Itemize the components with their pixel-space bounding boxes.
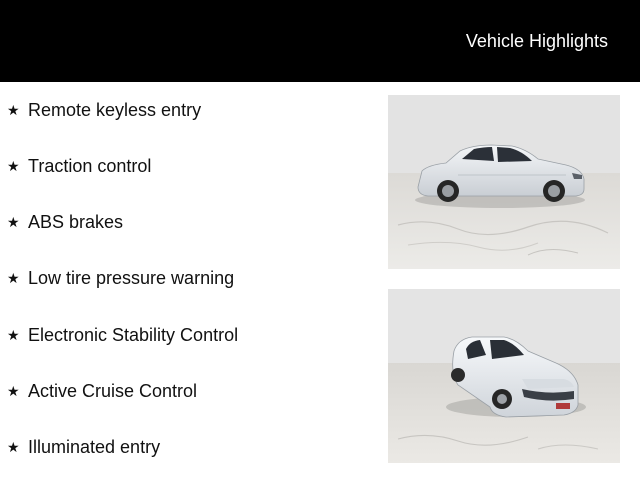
feature-label: Traction control — [28, 156, 152, 176]
feature-label: Remote keyless entry — [28, 100, 202, 120]
list-item — [0, 432, 380, 462]
feature-label: Electronic Stability Control — [28, 325, 239, 345]
feature-label: Illuminated entry — [28, 437, 161, 457]
car-front-image — [388, 289, 620, 463]
star-icon: ★ — [7, 158, 20, 174]
list-item — [0, 320, 380, 350]
list-item — [0, 376, 380, 406]
list-item — [0, 95, 380, 125]
page-title: Vehicle Highlights — [465, 31, 608, 51]
list-item — [0, 207, 380, 237]
star-icon: ★ — [7, 102, 20, 118]
vehicle-photo-front[interactable] — [388, 289, 620, 463]
star-icon: ★ — [7, 327, 20, 343]
vehicle-photo-side[interactable] — [388, 95, 620, 269]
feature-label: ABS brakes — [28, 212, 124, 232]
header-bar — [0, 0, 640, 82]
star-icon: ★ — [7, 270, 20, 286]
star-icon: ★ — [7, 439, 20, 455]
feature-label: Low tire pressure warning — [28, 268, 235, 288]
list-item — [0, 263, 380, 293]
list-item — [0, 151, 380, 181]
car-side-image — [388, 95, 620, 269]
feature-label: Active Cruise Control — [28, 381, 198, 401]
star-icon: ★ — [7, 383, 20, 399]
star-icon: ★ — [7, 214, 20, 230]
